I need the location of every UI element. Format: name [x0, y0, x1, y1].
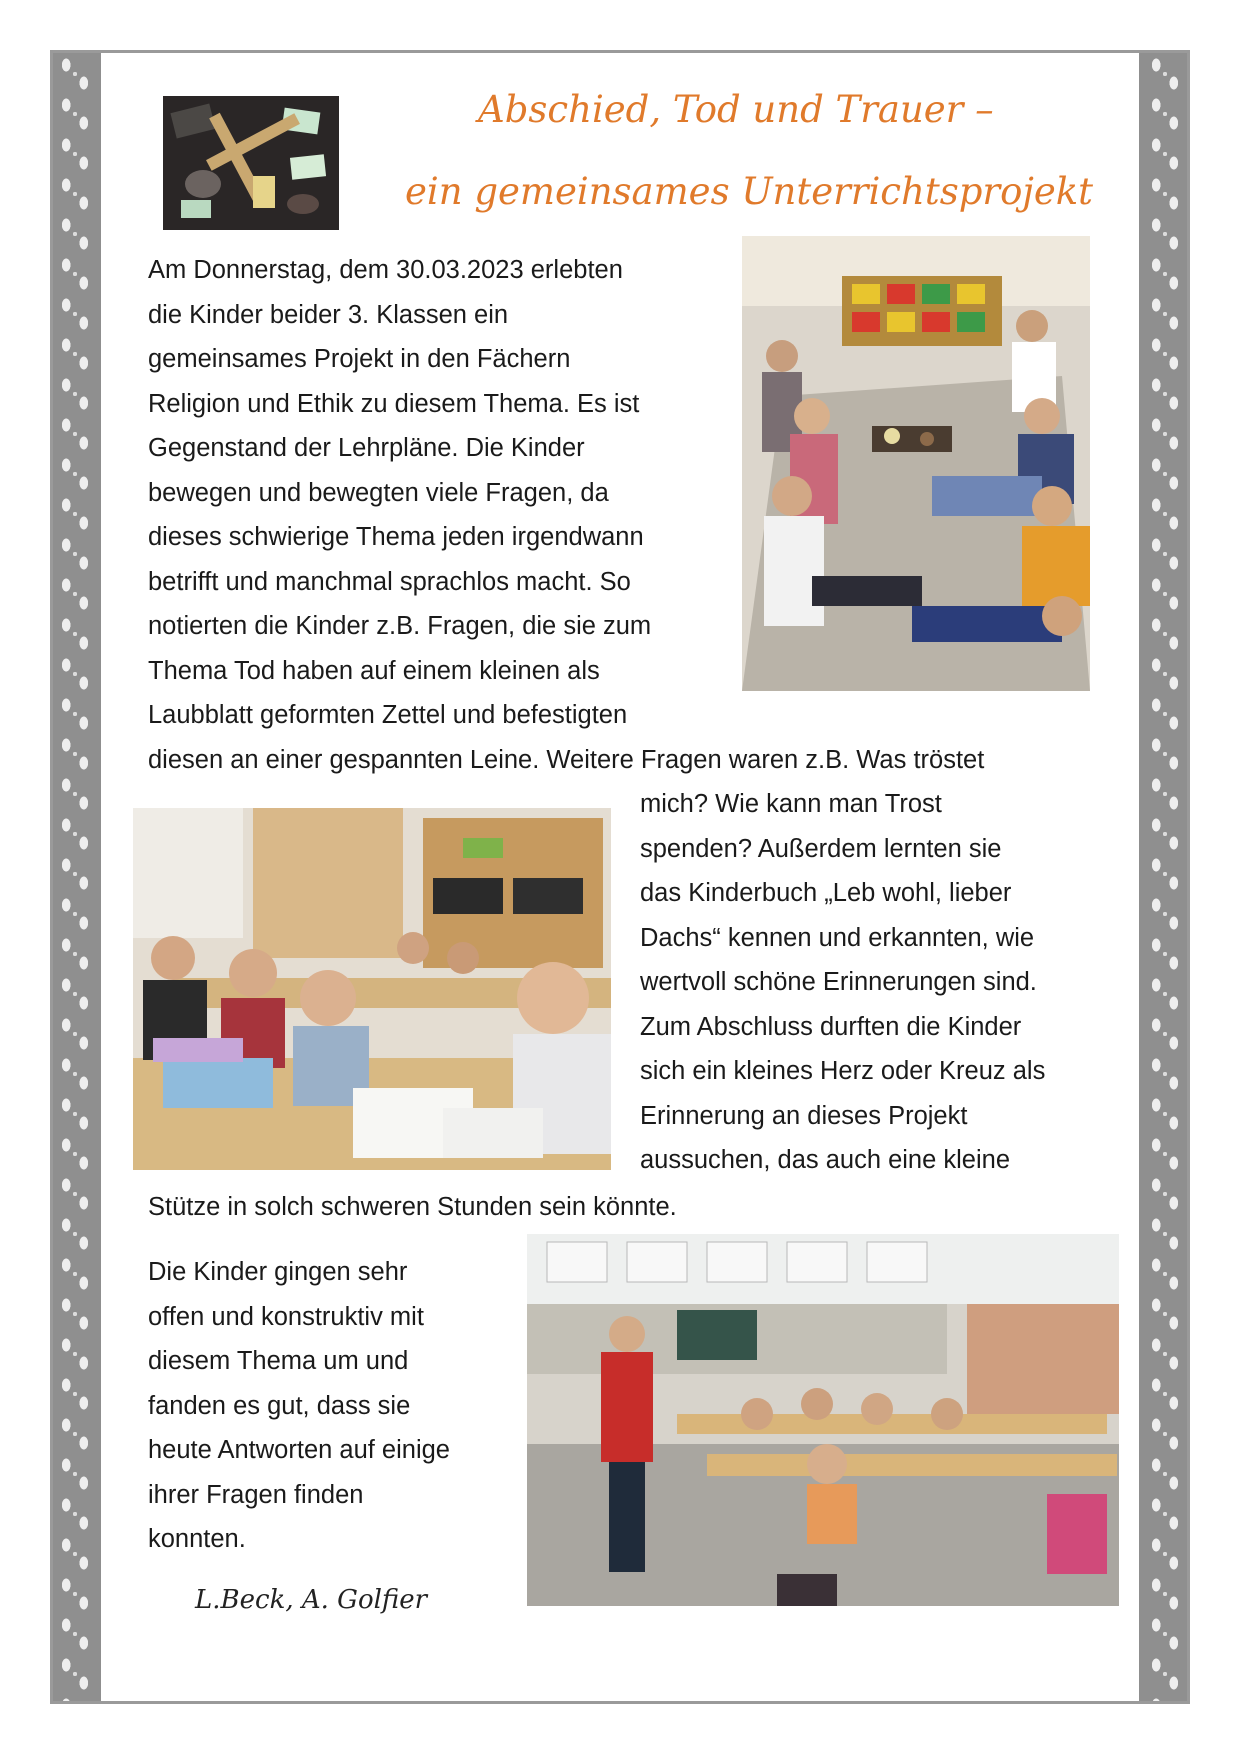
text-line: gemeinsames Projekt in den Fächern [148, 345, 571, 373]
signature: L.Beck, A. Golfier [195, 1585, 428, 1615]
text-line: sich ein kleines Herz oder Kreuz als [640, 1057, 1046, 1085]
text-line: Zum Abschluss durften die Kinder [640, 1012, 1022, 1041]
text-line: dieses schwierige Thema jeden irgendwann [148, 523, 644, 551]
text-line: Dachs“ kennen und erkannten, wie [640, 923, 1035, 952]
photo-teacher-classroom-image [527, 1234, 1119, 1606]
decorative-border-left [53, 53, 97, 1701]
photo-classroom-desks [133, 808, 611, 1170]
text-line: ihrer Fragen finden [148, 1480, 364, 1509]
text-line: Laubblatt geformten Zettel und befestigten [148, 701, 628, 729]
text-line: mich? Wie kann man Trost [640, 790, 942, 818]
text-line: bewegen und bewegten viele Fragen, da [148, 478, 609, 507]
photo-children-circle [742, 236, 1090, 691]
text-line: offen und konstruktiv mit [148, 1302, 424, 1331]
photo-children-circle-image [742, 236, 1090, 691]
title-line-1: Abschied, Tod und Trauer – [478, 88, 994, 131]
text-line: Am Donnerstag, dem 30.03.2023 erlebten [148, 256, 623, 284]
text-line: das Kinderbuch „Leb wohl, lieber [640, 879, 1012, 907]
text-line: Die Kinder gingen sehr [148, 1258, 408, 1286]
text-line: wertvoll schöne Erinnerungen sind. [640, 968, 1037, 996]
text-line: betrifft und manchmal sprachlos macht. So [148, 567, 631, 596]
text-line: die Kinder beider 3. Klassen ein [148, 300, 509, 329]
photo-teacher-classroom [527, 1234, 1119, 1606]
paragraph-1-top [148, 248, 651, 738]
text-line: spenden? Außerdem lernten sie [640, 834, 1002, 863]
title-line-2: ein gemeinsames Unterrichtsprojekt [405, 170, 1094, 213]
paragraph-1-closing-line: Stütze in solch schweren Stunden sein könnte. [148, 1193, 677, 1221]
text-line: notierten die Kinder z.B. Fragen, die sie zum [148, 612, 652, 640]
text-line: heute Antworten auf einige [148, 1436, 450, 1464]
decorative-border-right [1143, 53, 1187, 1701]
text-line: konnten. [148, 1525, 246, 1553]
paragraph-1-right-column [640, 782, 1045, 1183]
text-line: Erinnerung an dieses Projekt [640, 1101, 968, 1130]
paragraph-2 [148, 1250, 450, 1562]
text-line: Thema Tod haben auf einem kleinen als [148, 656, 600, 685]
photo-classroom-desks-image [133, 808, 611, 1170]
paragraph-1-full-width-line: diesen an einer gespannten Leine. Weitere Fragen waren z.B. Was tröstet [148, 746, 985, 774]
text-line: Religion und Ethik zu diesem Thema. Es ist [148, 389, 640, 418]
text-line: diesem Thema um und [148, 1347, 409, 1375]
text-line: Gegenstand der Lehrpläne. Die Kinder [148, 434, 585, 462]
photo-cross-objects [163, 96, 339, 230]
text-line: fanden es gut, dass sie [148, 1391, 411, 1420]
text-line: aussuchen, das auch eine kleine [640, 1146, 1011, 1174]
photo-cross-objects-image [163, 96, 339, 230]
